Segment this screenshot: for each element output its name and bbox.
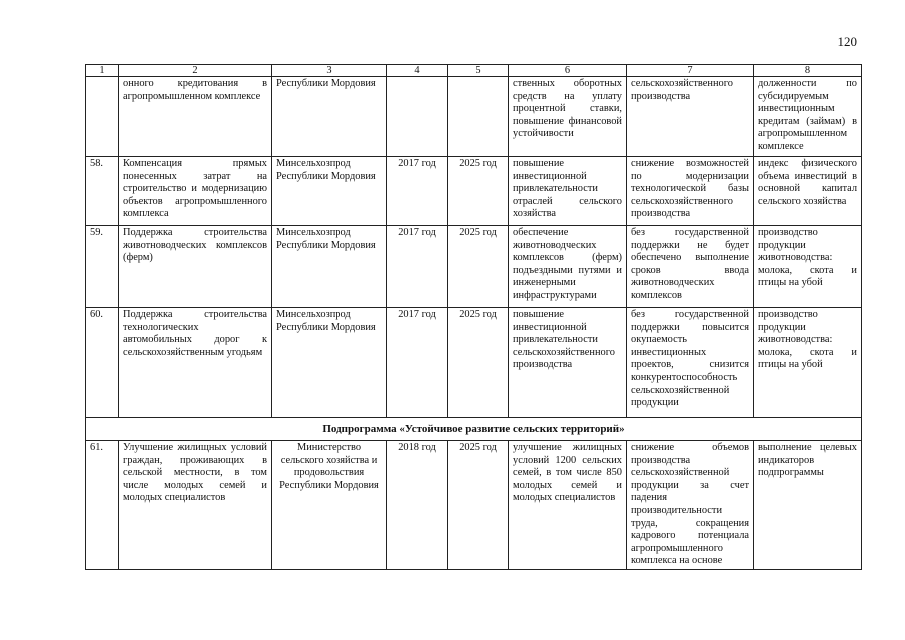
col-header-6: 6 xyxy=(509,65,627,77)
start-year: 2017 год xyxy=(387,226,448,308)
measure-name: Компенсация прямых понесенных затрат на строительство и модернизацию объектов агропромышленного комплекса xyxy=(119,157,272,226)
expected-result: ственных оборотных средств на уплату процентной ставки, повышение финансовой устойчивости xyxy=(509,77,627,157)
measure-name: онного кредитования в агропромышленном комплексе xyxy=(119,77,272,157)
table-row xyxy=(86,226,862,308)
responsible-executor: Министерство сельского хозяйства и продовольствия Республики Мордовия xyxy=(272,441,387,570)
measure-name: Улучшение жилищных условий граждан, проживающих в сельской местности, в том числе молодых семей и молодых специалистов xyxy=(119,441,272,570)
end-year xyxy=(448,77,509,157)
expected-result: повышение инвестиционной привлекательности сельскохозяйственного производства xyxy=(509,308,627,418)
indicator-link: производство продукции животноводства: молока, скота и птицы на убой xyxy=(754,308,862,418)
col-header-3: 3 xyxy=(272,65,387,77)
expected-result: улучшение жилищных условий 1200 сельских семей, в том числе 850 молодых семей и молодых специалистов xyxy=(509,441,627,570)
end-year: 2025 год xyxy=(448,308,509,418)
col-header-5: 5 xyxy=(448,65,509,77)
start-year xyxy=(387,77,448,157)
col-header-2: 2 xyxy=(119,65,272,77)
start-year: 2017 год xyxy=(387,308,448,418)
subprogram-title: Подпрограмма «Устойчивое развитие сельских территорий» xyxy=(86,418,862,441)
program-table xyxy=(85,64,862,570)
end-year: 2025 год xyxy=(448,441,509,570)
page-number: 120 xyxy=(837,34,857,49)
col-header-1: 1 xyxy=(86,65,119,77)
table-row xyxy=(86,308,862,418)
consequences: снижение объемов производства сельскохозяйственной продукции за счет падения производительности труда, сокращения кадрового потенциала агропромышленного комплекса на основе xyxy=(627,441,754,570)
subprogram-row xyxy=(86,418,862,441)
indicator-link: долженности по субсидируемым инвестиционным кредитам (займам) в агропромышленном комплексе xyxy=(754,77,862,157)
row-number: 60. xyxy=(86,308,119,418)
row-number: 58. xyxy=(86,157,119,226)
measure-name: Поддержка строительства технологических автомобильных дорог к сельскохозяйственным угодьям xyxy=(119,308,272,418)
expected-result: повышение инвестиционной привлекательности отраслей сельского хозяйства xyxy=(509,157,627,226)
indicator-link: индекс физического объема инвестиций в основной капитал сельского хозяйства xyxy=(754,157,862,226)
end-year: 2025 год xyxy=(448,157,509,226)
table-row xyxy=(86,77,862,157)
consequences: сельскохозяйственного производства xyxy=(627,77,754,157)
end-year: 2025 год xyxy=(448,226,509,308)
row-number: 59. xyxy=(86,226,119,308)
responsible-executor: Минсельхозпрод Республики Мордовия xyxy=(272,157,387,226)
table-row xyxy=(86,157,862,226)
consequences: без государственной поддержки повысится окупаемость инвестиционных проектов, снизится конкурентоспособность сельскохозяйственной продукции xyxy=(627,308,754,418)
responsible-executor: Минсельхозпрод Республики Мордовия xyxy=(272,226,387,308)
start-year: 2017 год xyxy=(387,157,448,226)
responsible-executor: Минсельхозпрод Республики Мордовия xyxy=(272,308,387,418)
start-year: 2018 год xyxy=(387,441,448,570)
responsible-executor: Республики Мордовия xyxy=(272,77,387,157)
table-row xyxy=(86,441,862,570)
row-number: 61. xyxy=(86,441,119,570)
col-header-8: 8 xyxy=(754,65,862,77)
measure-name: Поддержка строительства животноводческих комплексов (ферм) xyxy=(119,226,272,308)
indicator-link: выполнение целевых индикаторов подпрограммы xyxy=(754,441,862,570)
consequences: снижение возможностей по модернизации технологической базы сельскохозяйственного производства xyxy=(627,157,754,226)
row-number xyxy=(86,77,119,157)
indicator-link: производство продукции животноводства: молока, скота и птицы на убой xyxy=(754,226,862,308)
col-header-4: 4 xyxy=(387,65,448,77)
column-number-row xyxy=(86,65,862,77)
col-header-7: 7 xyxy=(627,65,754,77)
consequences: без государственной поддержки не будет обеспечено выполнение сроков ввода животноводческих комплексов xyxy=(627,226,754,308)
expected-result: обеспечение животноводческих комплексов (ферм) подъездными путями и инженерными инфраструктурами xyxy=(509,226,627,308)
